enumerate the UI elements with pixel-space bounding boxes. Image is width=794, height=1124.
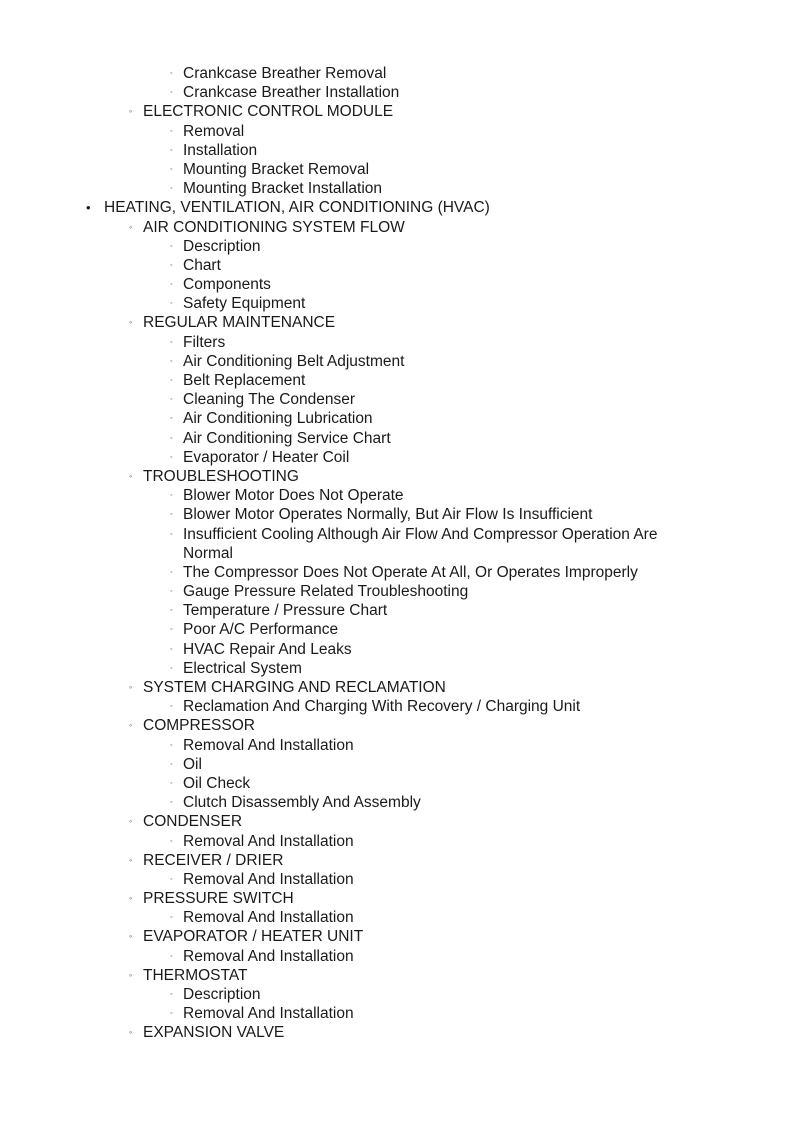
outline-item-text: ELECTRONIC CONTROL MODULE — [143, 103, 394, 121]
outline-item-level-3 — [0, 333, 794, 352]
outline-item-level-2 — [0, 678, 794, 697]
outline-item-text: Installation — [183, 141, 258, 159]
outline-item-text: Temperature / Pressure Chart — [183, 602, 388, 620]
outline-item-text: COMPRESSOR — [143, 717, 255, 735]
outline-item-level-3 — [0, 256, 794, 275]
outline-item-level-3 — [0, 179, 794, 198]
outline-item-text: RECEIVER / DRIER — [143, 851, 284, 869]
outline-item-text: Chart — [183, 256, 221, 274]
hollow-bullet-icon: ◦ — [129, 969, 133, 980]
square-bullet-icon: ◦ — [170, 530, 173, 538]
outline-item-text: Air Conditioning Belt Adjustment — [183, 352, 405, 370]
outline-item-text: THERMOSTAT — [143, 966, 248, 984]
hollow-bullet-icon: ◦ — [129, 221, 133, 232]
outline-item-level-2 — [0, 889, 794, 908]
outline-item-level-2 — [0, 716, 794, 735]
square-bullet-icon: ◦ — [170, 261, 173, 269]
outline-item-text: Removal And Installation — [183, 909, 354, 927]
outline-item-text: Cleaning The Condenser — [183, 391, 356, 409]
outline-item-level-3 — [0, 409, 794, 428]
outline-item-text: Belt Replacement — [183, 372, 306, 389]
square-bullet-icon: ◦ — [170, 914, 173, 922]
hollow-bullet-icon: ◦ — [129, 893, 133, 904]
outline-item-level-3 — [0, 601, 794, 620]
outline-item-level-2 — [0, 812, 794, 831]
square-bullet-icon: ◦ — [170, 127, 173, 135]
table-of-contents — [0, 64, 794, 1043]
square-bullet-icon: ◦ — [170, 146, 173, 154]
square-bullet-icon: ◦ — [170, 875, 173, 883]
outline-item-level-3 — [0, 83, 794, 102]
square-bullet-icon: ◦ — [170, 799, 173, 807]
outline-item-level-3 — [0, 390, 794, 409]
square-bullet-icon: ◦ — [170, 703, 173, 711]
outline-item-text: Crankcase Breather Installation — [183, 84, 400, 102]
outline-item-text: Mounting Bracket Installation — [183, 180, 383, 198]
outline-item-text: Removal And Installation — [183, 1005, 354, 1023]
outline-item-text: Clutch Disassembly And Assembly — [183, 794, 421, 812]
outline-item-level-3 — [0, 505, 794, 524]
outline-item-text: HVAC Repair And Leaks — [183, 640, 352, 658]
outline-item-text: TROUBLESHOOTING — [143, 467, 299, 485]
outline-item-text: EVAPORATOR / HEATER UNIT — [143, 928, 364, 946]
outline-item-level-3 — [0, 486, 794, 505]
square-bullet-icon: ◦ — [170, 568, 173, 576]
square-bullet-icon: ◦ — [170, 357, 173, 365]
square-bullet-icon: ◦ — [170, 837, 173, 845]
outline-item-level-3 — [0, 985, 794, 1004]
outline-item-level-3 — [0, 371, 794, 390]
outline-item-level-3 — [0, 755, 794, 774]
square-bullet-icon: ◦ — [170, 338, 173, 346]
outline-item-level-3 — [0, 697, 794, 716]
outline-item-level-3 — [0, 448, 794, 467]
outline-item-text: Removal — [183, 122, 245, 140]
square-bullet-icon: ◦ — [170, 70, 173, 77]
outline-item-text: CONDENSER — [143, 813, 243, 831]
outline-item-text: Crankcase Breather Removal — [183, 65, 387, 82]
outline-item-level-3 — [0, 659, 794, 678]
outline-item-text: Mounting Bracket Removal — [183, 160, 370, 178]
square-bullet-icon: ◦ — [170, 1010, 173, 1018]
outline-item-text: Air Conditioning Service Chart — [183, 429, 391, 447]
outline-item-text: Reclamation And Charging With Recovery / Charging Unit — [183, 698, 581, 716]
outline-item-level-3 — [0, 352, 794, 371]
outline-item-text: Removal And Installation — [183, 947, 354, 965]
outline-item-text: Blower Motor Operates Normally, But Air Flow Is Insufficient — [183, 506, 593, 524]
square-bullet-icon: ◦ — [170, 185, 173, 193]
outline-item-level-2 — [0, 966, 794, 985]
hollow-bullet-icon: ◦ — [129, 682, 133, 693]
square-bullet-icon: ◦ — [170, 242, 173, 250]
outline-item-level-3 — [0, 525, 794, 563]
outline-item-level-3 — [0, 736, 794, 755]
outline-item-text: Evaporator / Heater Coil — [183, 448, 350, 466]
outline-item-level-2 — [0, 313, 794, 332]
hollow-bullet-icon: ◦ — [129, 1027, 133, 1038]
outline-item-text: Removal And Installation — [183, 832, 354, 850]
outline-item-text: SYSTEM CHARGING AND RECLAMATION — [143, 679, 446, 697]
outline-item-level-2 — [0, 218, 794, 237]
outline-item-text: Air Conditioning Lubrication — [183, 410, 373, 428]
outline-item-level-3 — [0, 640, 794, 659]
square-bullet-icon: ◦ — [170, 492, 173, 500]
outline-item-text: The Compressor Does Not Operate At All, Or Operates Improperly — [183, 563, 638, 581]
square-bullet-icon: ◦ — [170, 952, 173, 960]
square-bullet-icon: ◦ — [170, 607, 173, 615]
outline-item-level-2 — [0, 467, 794, 486]
hollow-bullet-icon: ◦ — [129, 317, 133, 328]
outline-item-level-3 — [0, 908, 794, 927]
outline-item-text: Gauge Pressure Related Troubleshooting — [183, 583, 469, 601]
outline-item-text: Safety Equipment — [183, 295, 306, 313]
outline-item-text: Electrical System — [183, 659, 302, 677]
outline-item-level-2 — [0, 851, 794, 870]
hollow-bullet-icon: ◦ — [129, 470, 133, 481]
outline-item-level-3 — [0, 832, 794, 851]
outline-item-text: Components — [183, 276, 271, 294]
outline-item-level-3 — [0, 275, 794, 294]
outline-item-level-3 — [0, 429, 794, 448]
square-bullet-icon: ◦ — [170, 453, 173, 461]
outline-item-level-2 — [0, 1023, 794, 1042]
square-bullet-icon: ◦ — [170, 165, 173, 173]
outline-item-text: AIR CONDITIONING SYSTEM FLOW — [143, 218, 405, 236]
square-bullet-icon: ◦ — [170, 377, 173, 384]
square-bullet-icon: ◦ — [170, 664, 173, 672]
outline-item-level-2 — [0, 927, 794, 946]
outline-item-text: Description — [183, 986, 261, 1004]
square-bullet-icon: ◦ — [170, 415, 173, 423]
square-bullet-icon: ◦ — [170, 281, 173, 289]
outline-item-level-2 — [0, 102, 794, 121]
square-bullet-icon: ◦ — [170, 434, 173, 442]
outline-item-level-1 — [0, 198, 794, 217]
square-bullet-icon: ◦ — [170, 588, 173, 596]
hollow-bullet-icon: ◦ — [129, 854, 133, 865]
square-bullet-icon: ◦ — [170, 991, 173, 999]
outline-item-text: Oil — [183, 755, 202, 773]
outline-item-text: Filters — [183, 333, 226, 351]
outline-item-text: Blower Motor Does Not Operate — [183, 487, 404, 505]
outline-item-level-3 — [0, 160, 794, 179]
hollow-bullet-icon: ◦ — [129, 106, 133, 117]
outline-item-level-3 — [0, 774, 794, 793]
outline-item-level-3 — [0, 64, 794, 83]
outline-item-level-3 — [0, 870, 794, 889]
outline-item-level-3 — [0, 793, 794, 812]
outline-item-level-3 — [0, 1004, 794, 1023]
square-bullet-icon: ◦ — [170, 626, 173, 634]
outline-item-text: Removal And Installation — [183, 736, 354, 754]
outline-item-level-3 — [0, 947, 794, 966]
outline-item-level-3 — [0, 237, 794, 256]
square-bullet-icon: ◦ — [170, 89, 173, 97]
outline-item-level-3 — [0, 620, 794, 639]
outline-item-text: REGULAR MAINTENANCE — [143, 314, 336, 332]
outline-item-level-3 — [0, 122, 794, 141]
outline-item-text: HEATING, VENTILATION, AIR CONDITIONING (HVAC) — [104, 199, 490, 217]
outline-item-text: PRESSURE SWITCH — [143, 890, 294, 908]
square-bullet-icon: ◦ — [170, 741, 173, 749]
square-bullet-icon: ◦ — [170, 300, 173, 308]
outline-item-level-3 — [0, 582, 794, 601]
square-bullet-icon: ◦ — [170, 396, 173, 404]
outline-item-text: Poor A/C Performance — [183, 621, 339, 639]
square-bullet-icon: ◦ — [170, 511, 173, 519]
outline-item-text: Oil Check — [183, 774, 251, 792]
outline-item-level-3 — [0, 141, 794, 160]
outline-item-text: Insufficient Cooling Although Air Flow And Compressor Operation Are Normal — [183, 525, 658, 562]
outline-item-text: Removal And Installation — [183, 870, 354, 888]
outline-item-level-3 — [0, 294, 794, 313]
hollow-bullet-icon: ◦ — [129, 931, 133, 942]
square-bullet-icon: ◦ — [170, 779, 173, 787]
outline-item-level-3 — [0, 563, 794, 582]
square-bullet-icon: ◦ — [170, 760, 173, 768]
hollow-bullet-icon: ◦ — [129, 720, 133, 731]
bullet-icon: • — [86, 200, 91, 216]
outline-item-text: Description — [183, 237, 261, 255]
outline-item-text: EXPANSION VALVE — [143, 1024, 285, 1042]
hollow-bullet-icon: ◦ — [129, 816, 133, 827]
square-bullet-icon: ◦ — [170, 645, 173, 653]
